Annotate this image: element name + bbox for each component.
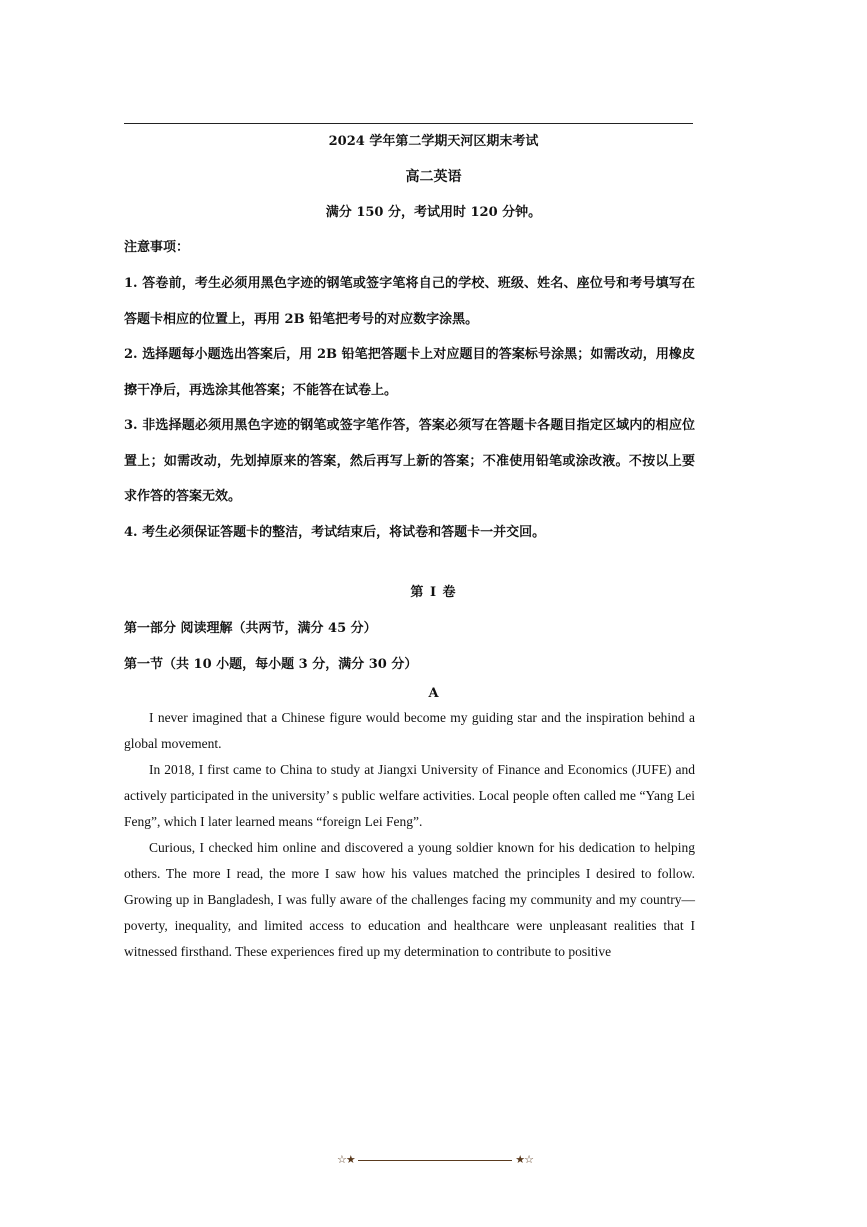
part-heading: 第一部分 阅读理解（共两节，满分 45 分） bbox=[124, 621, 377, 636]
star-icon: ☆★ bbox=[337, 1153, 355, 1166]
notice-heading: 注意事项： bbox=[124, 240, 190, 255]
exam-title: 2024 学年第二学期天河区期末考试 bbox=[328, 134, 539, 149]
star-icon: ★☆ bbox=[515, 1153, 533, 1166]
notice-item-4: 4. 考生必须保证答题卡的整洁，考试结束后，将试卷和答题卡一并交回。 bbox=[124, 524, 546, 540]
volume-heading: 第 I 卷 bbox=[410, 585, 457, 600]
passage-label: A bbox=[428, 686, 439, 701]
header-rule bbox=[124, 123, 693, 124]
page-footer-ornament bbox=[337, 1150, 533, 1170]
reading-passage bbox=[124, 705, 695, 965]
passage-paragraph-1: I never imagined that a Chinese figure would become my guiding star and the inspiration behind a global movement. bbox=[124, 710, 695, 751]
exam-score-info: 满分 150 分，考试用时 120 分钟。 bbox=[325, 205, 542, 220]
notice-list bbox=[124, 266, 695, 550]
notice-item-1: 1. 答卷前，考生必须用黑色字迹的钢笔或签字笔将自己的学校、班级、姓名、座位号和考号填写在答题卡相应的位置上，再用 2B 铅笔把考号的对应数字涂黑。 bbox=[124, 276, 695, 327]
notice-item-2: 2. 选择题每小题选出答案后，用 2B 铅笔把答题卡上对应题目的答案标号涂黑；如需改动，用橡皮擦干净后，再选涂其他答案；不能答在试卷上。 bbox=[124, 347, 695, 398]
passage-paragraph-3: Curious, I checked him online and discovered a young soldier known for his dedication to helping others. The more I read, the more I saw how his values matched the principles I desired to follow. Growing up in Bangladesh, I was fully aware of the challenges facing my community and my country— poverty, inequality, and limited access to education and healthcare were unpleasant realities that I witnessed firsthand. These experiences fired up my determination to contribute to positive bbox=[124, 840, 695, 959]
exam-subject: 高二英语 bbox=[405, 169, 462, 185]
passage-paragraph-2: In 2018, I first came to China to study at Jiangxi University of Finance and Economics (JUFE) and actively participated in the university’ s public welfare activities. Local people often called me “Yang Lei Feng”, which I later learned means “foreign Lei Feng”. bbox=[124, 762, 695, 829]
section-heading: 第一节（共 10 小题，每小题 3 分，满分 30 分） bbox=[124, 657, 418, 672]
footer-divider bbox=[358, 1160, 513, 1161]
notice-item-3: 3. 非选择题必须用黑色字迹的钢笔或签字笔作答，答案必须写在答题卡各题目指定区域内的相应位置上；如需改动，先划掉原来的答案，然后再写上新的答案；不准使用铅笔或涂改液。不按以上要求作答的答案无效。 bbox=[124, 418, 695, 504]
